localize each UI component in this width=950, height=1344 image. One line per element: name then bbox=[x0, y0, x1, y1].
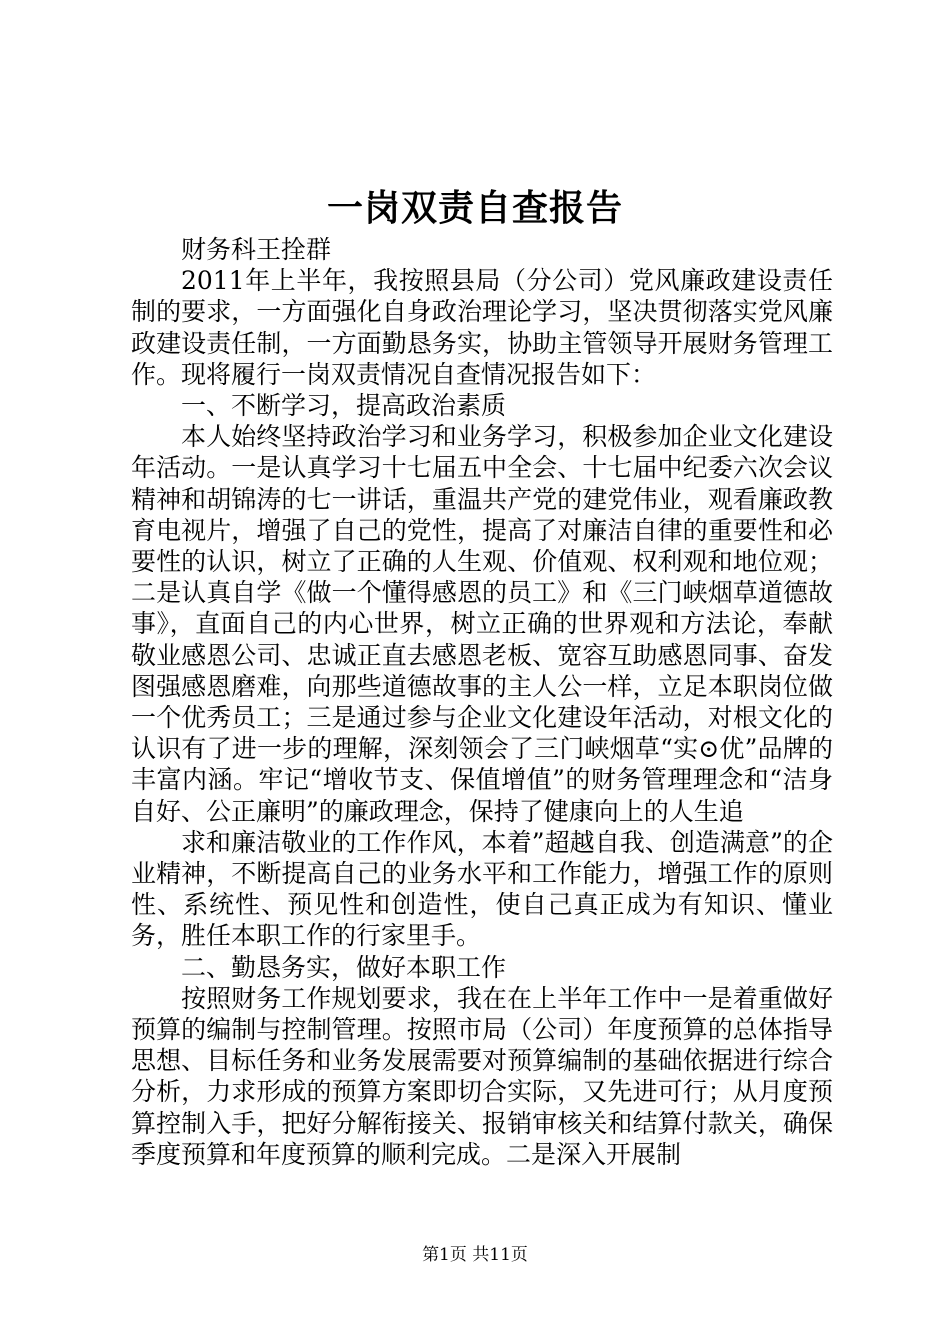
paragraph-section-1-cont: 求和廉洁敬业的工作作风，本着”超越自我、创造满意”的企业精神，不断提高自己的业务水平和工作能力，增强工作的原则性、系统性、预见性和创造性，使自己真正成为有知识、懂业务，胜任本职工作的行家里手。 bbox=[131, 827, 833, 951]
document-title: 一岗双责自查报告 bbox=[326, 187, 623, 229]
section-heading-2: 二、勤恳务实，做好本职工作 bbox=[181, 952, 507, 982]
paragraph-section-2: 按照财务工作规划要求，我在在上半年工作中一是着重做好预算的编制与控制管理。按照市局（公司）年度预算的总体指导思想、目标任务和业务发展需要对预算编制的基础依据进行综合分析，力求形成的预算方案即切合实际，又先进可行；从月度预算控制入手，把好分解衔接关、报销审核关和结算付款关，确保季度预算和年度预算的顺利完成。二是深入开展制 bbox=[131, 983, 833, 1169]
paragraph-intro: 2011年上半年，我按照县局（分公司）党风廉政建设责任制的要求，一方面强化自身政治理论学习，坚决贯彻落实党风廉政建设责任制，一方面勤恳务实，协助主管领导开展财务管理工作。现将履行一岗双责情况自查情况报告如下： bbox=[131, 266, 833, 389]
author-line: 财务科王拴群 bbox=[181, 235, 332, 264]
paragraph-section-1: 本人始终坚持政治学习和业务学习，积极参加企业文化建设年活动。一是认真学习十七届五中全会、十七届中纪委六次会议精神和胡锦涛的七一讲话，重温共产党的建党伟业，观看廉政教育电视片，增强了自己的党性，提高了对廉洁自律的重要性和必要性的认识，树立了正确的人生观、价值观、权利观和地位观；二是认真自学《做一个懂得感恩的员工》和《三门峡烟草道德故事》，直面自己的内心世界，树立正确的世界观和方法论，奉献敬业感恩公司、忠诚正直去感恩老板、宽容互助感恩同事、奋发图强感恩磨难，向那些道德故事的主人公一样，立足本职岗位做一个优秀员工；三是通过参与企业文化建设年活动，对根文化的认识有了进一步的理解，深刻领会了三门峡烟草“实⊙优”品牌的丰富内涵。牢记“增收节支、保值增值”的财务管理理念和“洁身自好、公正廉明”的廉政理念，保持了健康向上的人生追 bbox=[131, 422, 833, 826]
document-body bbox=[131, 234, 833, 1170]
section-heading-1: 一、不断学习，提高政治素质 bbox=[181, 391, 507, 421]
page-number-footer: 第1页 共11页 bbox=[422, 1245, 528, 1265]
